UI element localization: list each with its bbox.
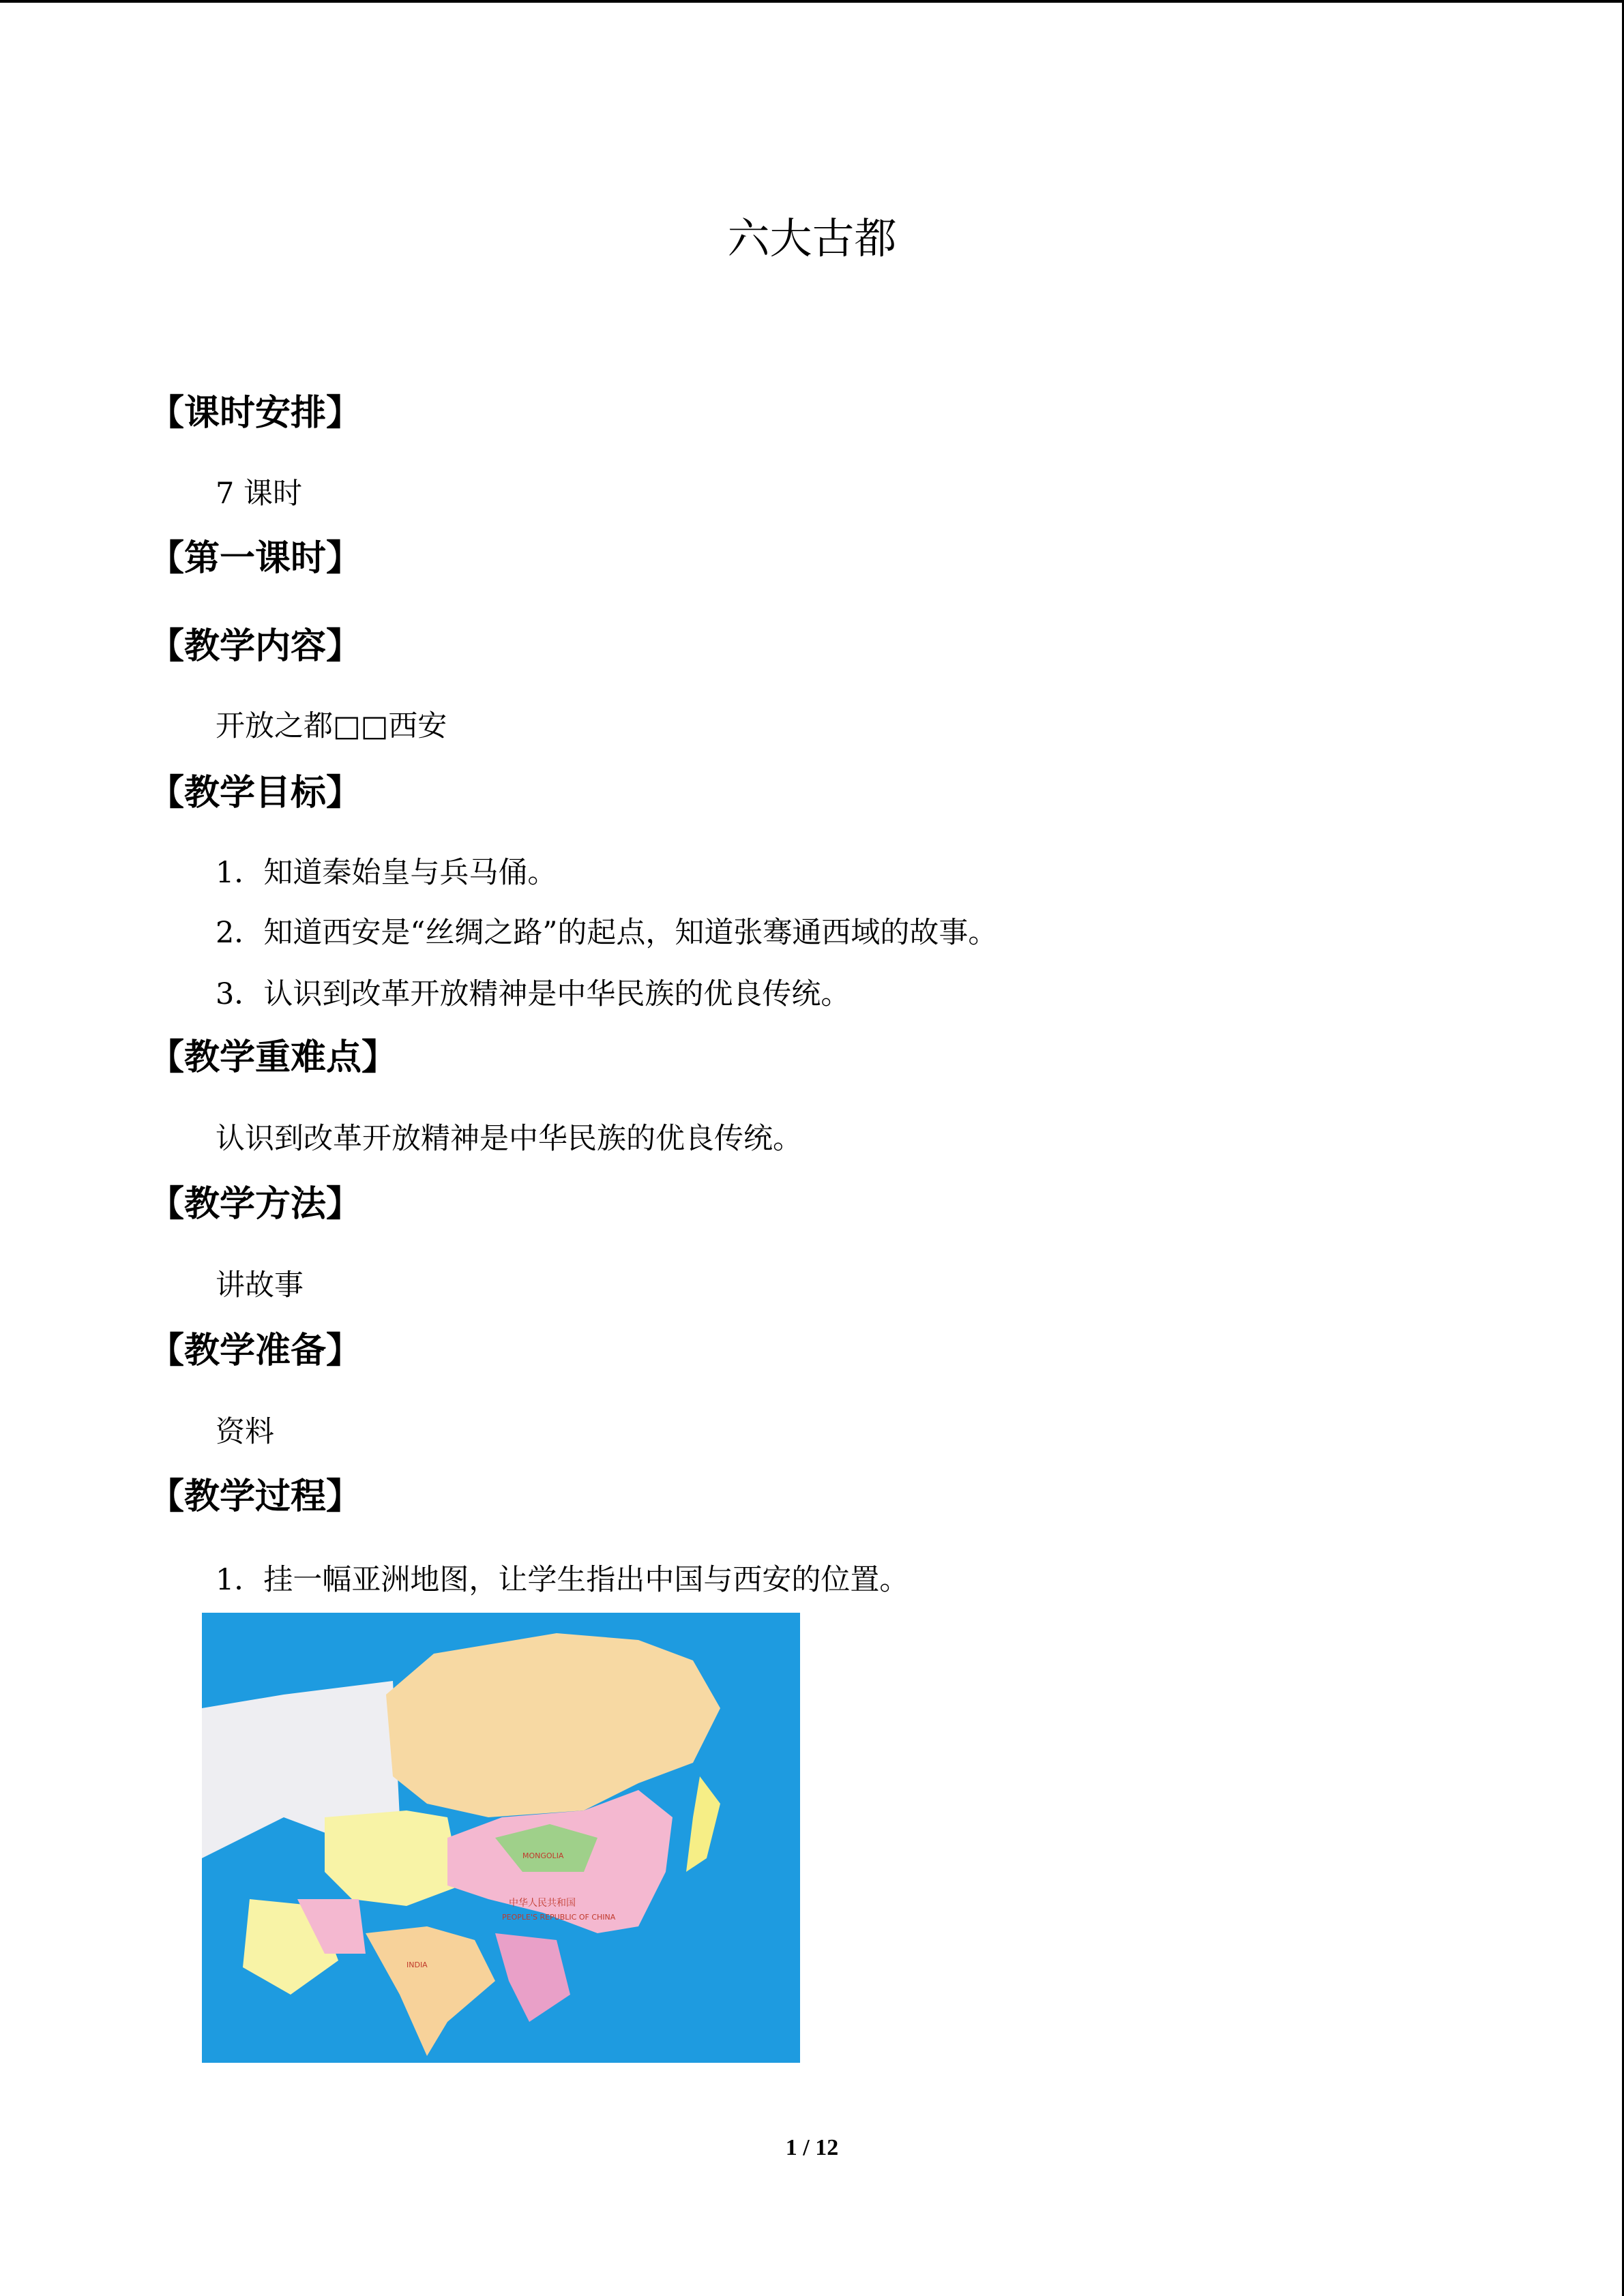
heading-process: 【教学过程】 <box>149 1476 362 1517</box>
page-number: 1 / 12 <box>785 2135 839 2160</box>
goal-item: 3．认识到改革开放精神是中华民族的优良传统。 <box>216 977 851 1011</box>
goal-item: 2．知道西安是“丝绸之路”的起点，知道张骞通西域的故事。 <box>216 916 998 950</box>
method-text: 讲故事 <box>216 1268 304 1302</box>
asia-map-image <box>202 1613 800 2063</box>
keypoints-text: 认识到改革开放精神是中华民族的优良传统。 <box>216 1122 802 1156</box>
heading-method: 【教学方法】 <box>149 1184 362 1225</box>
map-central-asia <box>325 1810 461 1906</box>
map-label-china-en: PEOPLE'S REPUBLIC OF CHINA <box>502 1913 616 1922</box>
heading-goals: 【教学目标】 <box>149 773 362 814</box>
document-title: 六大古都 <box>727 213 897 263</box>
heading-schedule: 【课时安排】 <box>149 393 362 434</box>
heading-content: 【教学内容】 <box>149 626 362 667</box>
map-label-mongolia: MONGOLIA <box>522 1851 564 1860</box>
map-label-china-cn: 中华人民共和国 <box>509 1898 576 1909</box>
content-text: 开放之都□□西安 <box>216 709 447 743</box>
heading-lesson-one: 【第一课时】 <box>149 538 362 579</box>
schedule-text: 7 课时 <box>216 477 303 511</box>
asia-map-graphic <box>202 1613 800 2063</box>
map-label-india: INDIA <box>407 1960 428 1969</box>
process-step-1: 1．挂一幅亚洲地图，让学生指出中国与西安的位置。 <box>216 1563 909 1597</box>
goal-item: 1．知道秦始皇与兵马俑。 <box>216 856 557 890</box>
heading-keypoints: 【教学重难点】 <box>149 1037 398 1078</box>
page-top-border <box>0 0 1624 3</box>
preparation-text: 资料 <box>216 1415 274 1449</box>
heading-preparation: 【教学准备】 <box>149 1330 362 1371</box>
